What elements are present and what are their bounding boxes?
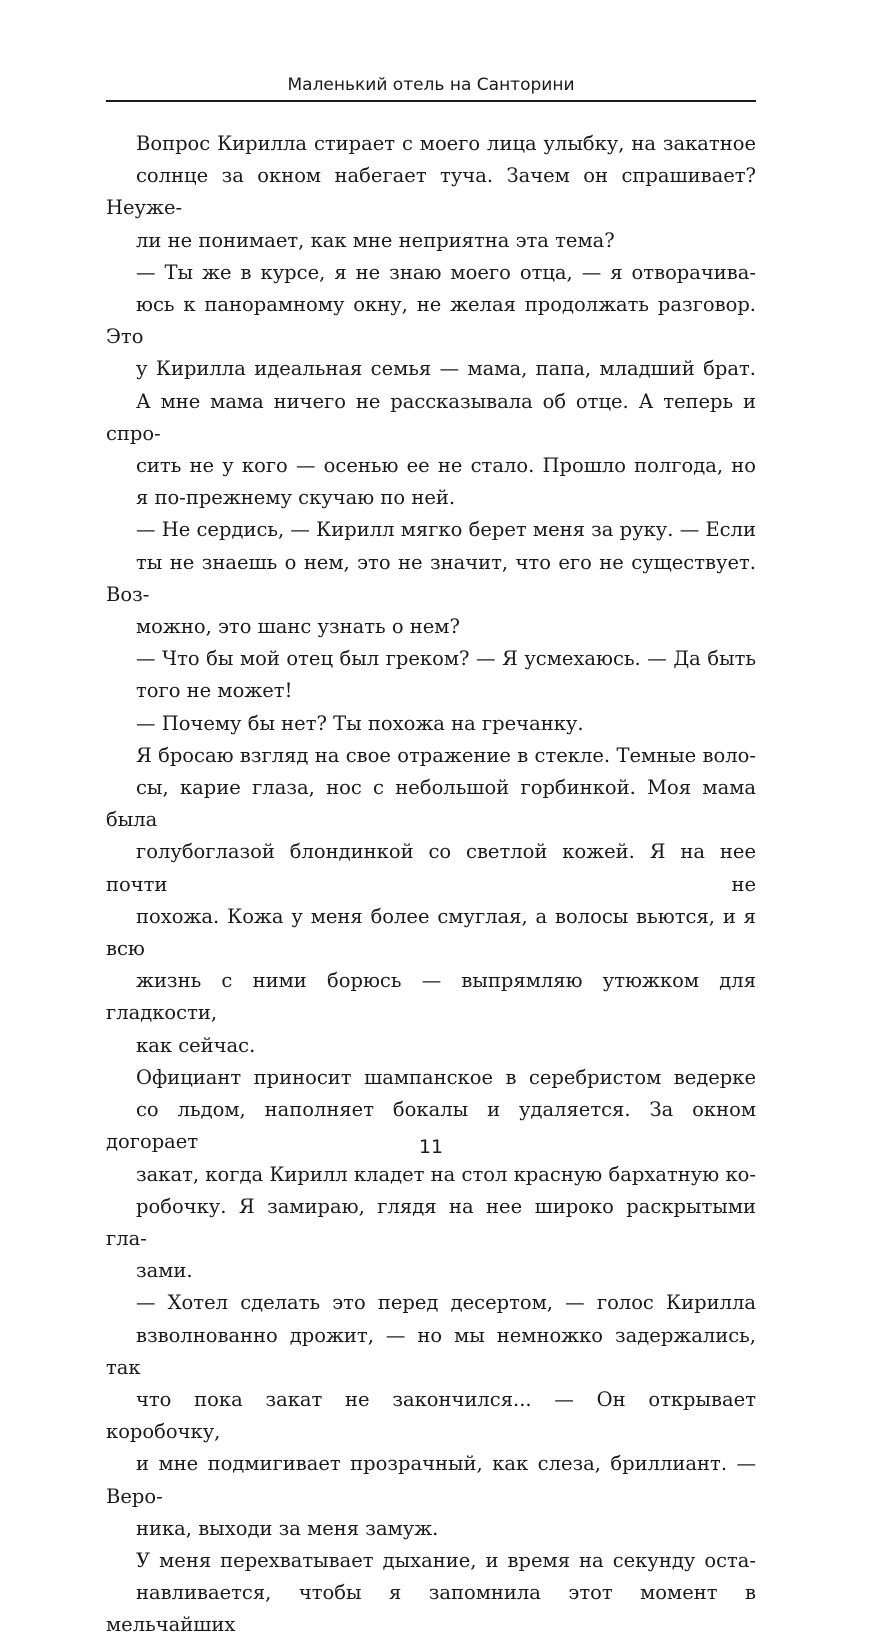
text-line: закат, когда Кирилл кладет на стол красную бархатную ко- xyxy=(136,1162,756,1186)
paragraph xyxy=(106,128,756,257)
paragraph xyxy=(106,1287,756,1545)
text-line: и мне подмигивает прозрачный, как слеза, бриллиант. — Веро- xyxy=(106,1452,756,1508)
text-line: взволнованно дрожит, — но мы немножко задержались, так xyxy=(106,1323,756,1379)
text-line: Я бросаю взгляд на свое отражение в стекле. Темные воло- xyxy=(136,743,756,767)
text-line: — Ты же в курсе, я не знаю моего отца, — я отворачива- xyxy=(136,260,756,284)
text-line: сы, карие глаза, нос с небольшой горбинкой. Моя мама была xyxy=(106,776,756,832)
text-line: робочку. Я замираю, глядя на нее широко раскрытыми гла- xyxy=(106,1194,756,1250)
text-line: Вопрос Кирилла стирает с моего лица улыбку, на закатное xyxy=(136,132,756,155)
body-text xyxy=(106,128,756,1642)
text-line: ты не знаешь о нем, это не значит, что его не существует. Воз- xyxy=(106,550,756,606)
text-line: зами. xyxy=(136,1259,193,1283)
header-rule xyxy=(106,100,756,102)
text-line: навливается, чтобы я запомнила этот момент в мельчайших xyxy=(106,1581,756,1637)
text-line: сить не у кого — осенью ее не стало. Прошло полгода, но xyxy=(136,454,756,478)
text-line: можно, это шанс узнать о нем? xyxy=(136,615,460,639)
text-line: что пока закат не закончился... — Он открывает коробочку, xyxy=(106,1387,756,1444)
paragraph xyxy=(106,514,756,643)
text-line: у Кирилла идеальная семья — мама, папа, младший брат. xyxy=(136,357,756,381)
paragraph xyxy=(106,1545,756,1642)
text-line: я по-прежнему скучаю по ней. xyxy=(136,486,456,510)
text-line: — Хотел сделать это перед десертом, — голос Кирилла xyxy=(136,1291,756,1315)
text-line: голубоглазой блондинкой со светлой кожей. Я на нее почти не xyxy=(106,840,756,896)
running-head: Маленький отель на Санторини xyxy=(287,75,575,95)
paragraph xyxy=(106,708,756,740)
page-number: 11 xyxy=(418,1136,444,1158)
text-line: ника, выходи за меня замуж. xyxy=(136,1516,439,1540)
text-line: со льдом, наполняет бокалы и удаляется. За окном догорает xyxy=(106,1098,756,1154)
text-line: ли не понимает, как мне неприятна эта тема? xyxy=(136,228,615,252)
text-line: А мне мама ничего не рассказывала об отце. А теперь и спро- xyxy=(106,389,756,445)
text-line: Официант приносит шампанское в серебристом ведерке xyxy=(136,1065,756,1089)
text-line: — Не сердись, — Кирилл мягко берет меня за руку. — Если xyxy=(136,518,756,542)
text-line: того не может! xyxy=(136,679,293,703)
paragraph xyxy=(106,740,756,1062)
paragraph xyxy=(106,643,756,707)
text-line: юсь к панорамному окну, не желая продолжать разговор. Это xyxy=(106,293,756,349)
text-line: — Что бы мой отец был греком? — Я усмехаюсь. — Да быть xyxy=(136,647,756,671)
text-line: — Почему бы нет? Ты похожа на гречанку. xyxy=(136,711,584,735)
paragraph xyxy=(106,1062,756,1287)
text-line: солнце за окном набегает туча. Зачем он спрашивает? Неуже- xyxy=(106,164,756,220)
paragraph xyxy=(106,257,756,515)
text-line: У меня перехватывает дыхание, и время на секунду оста- xyxy=(136,1548,756,1572)
text-line: жизнь с ними борюсь — выпрямляю утюжком для гладкости, xyxy=(106,969,756,1025)
text-line: как сейчас. xyxy=(136,1033,256,1057)
text-line: похожа. Кожа у меня более смуглая, а волосы вьются, и я всю xyxy=(106,904,756,961)
